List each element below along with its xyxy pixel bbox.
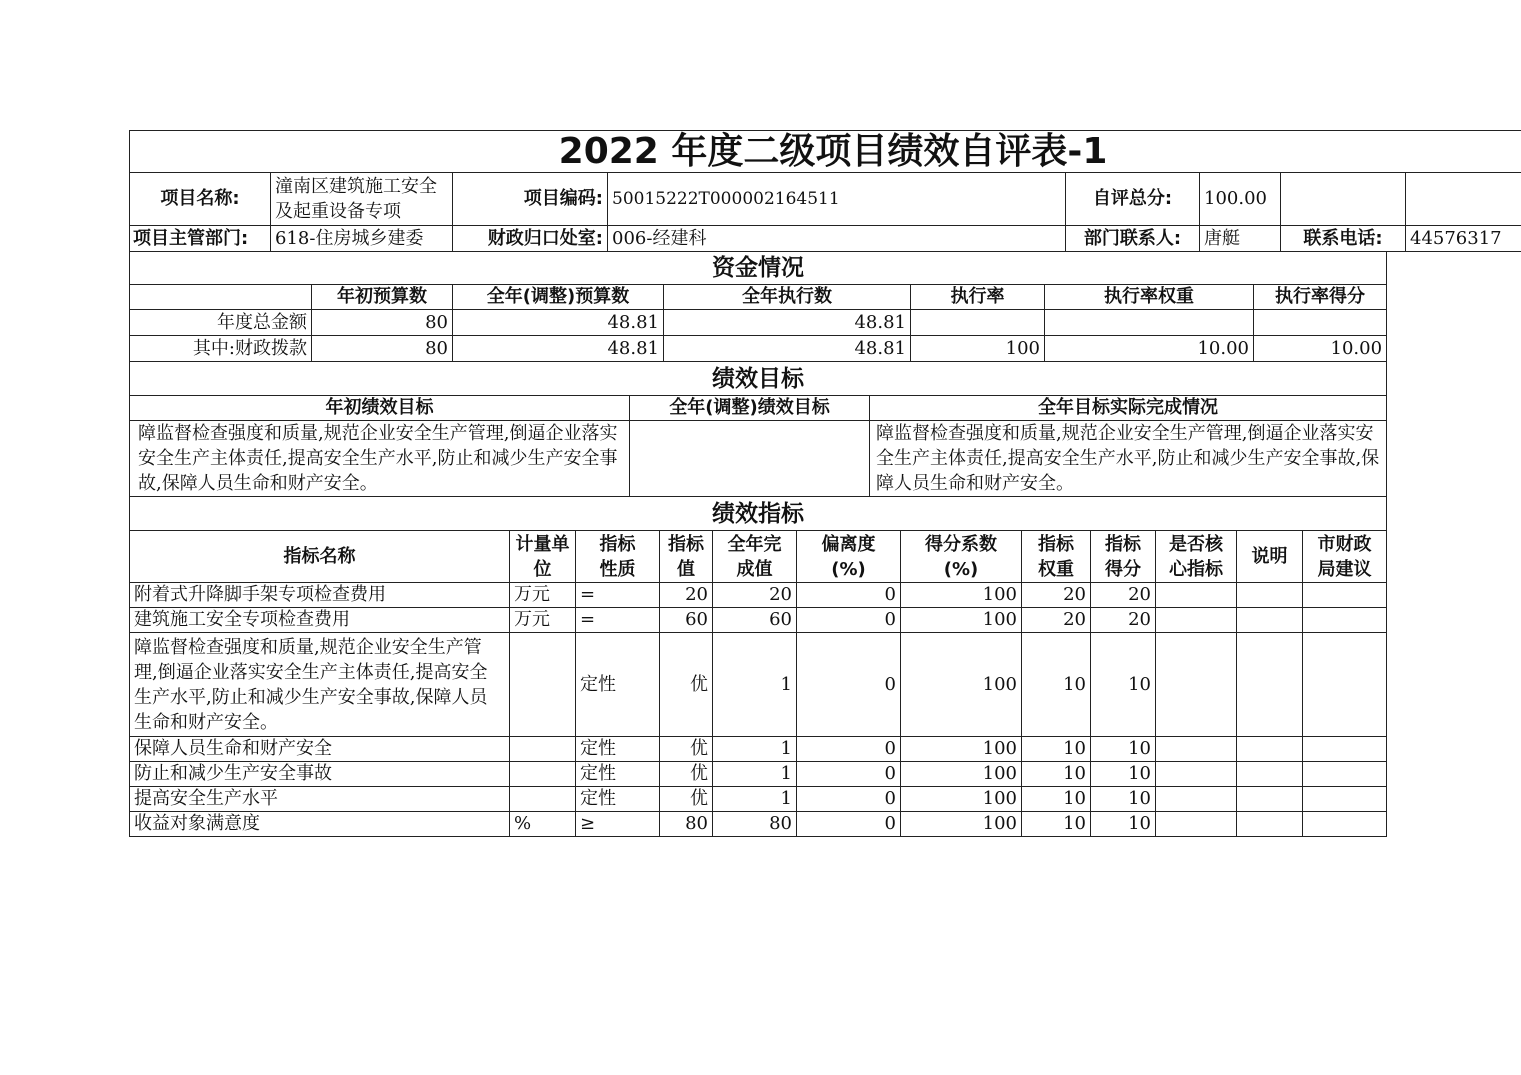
indicator-value: 优	[660, 787, 713, 812]
indicator-unit	[510, 633, 576, 737]
indicator-nature: ≥	[576, 812, 660, 837]
indicator-unit: %	[510, 812, 576, 837]
phone-value: 44576317	[1406, 226, 1521, 252]
funds-row-label: 年度总金额	[130, 310, 312, 336]
goals-header-initial: 年初绩效目标	[130, 396, 630, 421]
funds-header-blank	[130, 285, 312, 310]
indicator-note	[1237, 583, 1303, 608]
ind-header-coefficient: 得分系数(%)	[901, 531, 1022, 583]
indicator-unit	[510, 737, 576, 762]
ind-header-name: 指标名称	[130, 531, 510, 583]
funds-cell	[1254, 310, 1387, 336]
indicator-core	[1156, 608, 1237, 633]
indicator-suggestion	[1303, 608, 1387, 633]
indicator-name: 提高安全生产水平	[130, 787, 510, 812]
indicator-score: 10	[1091, 812, 1156, 837]
indicator-weight: 10	[1022, 812, 1091, 837]
funds-cell: 100	[911, 336, 1045, 362]
funds-table	[129, 251, 1387, 362]
funds-header-initial: 年初预算数	[312, 285, 453, 310]
indicator-weight: 10	[1022, 633, 1091, 737]
indicator-suggestion	[1303, 583, 1387, 608]
goal-actual-text: 障监督检查强度和质量,规范企业安全生产管理,倒逼企业落实安全生产主体责任,提高安全生产水平,防止和减少生产安全事故,保障人员生命和财产安全。	[870, 421, 1387, 497]
funds-cell: 48.81	[453, 336, 664, 362]
indicator-note	[1237, 737, 1303, 762]
funds-cell: 80	[312, 336, 453, 362]
indicator-unit: 万元	[510, 583, 576, 608]
indicator-deviation: 0	[797, 737, 901, 762]
indicator-score: 20	[1091, 583, 1156, 608]
indicator-completed: 1	[713, 737, 797, 762]
indicator-unit	[510, 762, 576, 787]
funds-cell	[1045, 310, 1254, 336]
indicator-deviation: 0	[797, 633, 901, 737]
indicator-score: 10	[1091, 633, 1156, 737]
indicator-deviation: 0	[797, 608, 901, 633]
indicator-completed: 80	[713, 812, 797, 837]
indicator-name: 保障人员生命和财产安全	[130, 737, 510, 762]
empty-cell	[1281, 173, 1406, 226]
funds-row-label: 其中:财政拨款	[130, 336, 312, 362]
page-title: 2022 年度二级项目绩效自评表-1	[130, 131, 1521, 173]
funds-row	[130, 336, 1387, 362]
funds-header-adjusted: 全年(调整)预算数	[453, 285, 664, 310]
goal-initial-text: 障监督检查强度和质量,规范企业安全生产管理,倒逼企业落实安全生产主体责任,提高安全生产水平,防止和减少生产安全事故,保障人员生命和财产安全。	[130, 421, 630, 497]
finance-office-label: 财政归口处室:	[453, 226, 608, 252]
indicator-note	[1237, 762, 1303, 787]
funds-cell: 10.00	[1045, 336, 1254, 362]
indicator-score: 10	[1091, 787, 1156, 812]
finance-office-value: 006-经建科	[608, 226, 1066, 252]
project-code-label: 项目编码:	[453, 173, 608, 226]
indicator-value: 优	[660, 633, 713, 737]
indicator-row	[130, 583, 1387, 608]
project-name-value: 潼南区建筑施工安全及起重设备专项	[271, 173, 453, 226]
project-name-label: 项目名称:	[130, 173, 271, 226]
indicator-suggestion	[1303, 812, 1387, 837]
indicator-suggestion	[1303, 633, 1387, 737]
indicator-row	[130, 762, 1387, 787]
indicator-deviation: 0	[797, 812, 901, 837]
funds-header-rate: 执行率	[911, 285, 1045, 310]
indicator-deviation: 0	[797, 762, 901, 787]
indicator-completed: 20	[713, 583, 797, 608]
indicator-value: 60	[660, 608, 713, 633]
funds-header-score: 执行率得分	[1254, 285, 1387, 310]
indicator-core	[1156, 583, 1237, 608]
indicator-score: 10	[1091, 737, 1156, 762]
indicator-coefficient: 100	[901, 633, 1022, 737]
goals-section-title: 绩效目标	[130, 362, 1387, 396]
goals-header-actual: 全年目标实际完成情况	[870, 396, 1387, 421]
dept-label: 项目主管部门:	[130, 226, 271, 252]
indicator-row	[130, 608, 1387, 633]
ind-header-completed: 全年完成值	[713, 531, 797, 583]
indicator-coefficient: 100	[901, 812, 1022, 837]
indicator-weight: 10	[1022, 787, 1091, 812]
funds-cell: 48.81	[664, 336, 911, 362]
funds-cell: 48.81	[453, 310, 664, 336]
goal-adjusted-text	[630, 421, 870, 497]
indicator-coefficient: 100	[901, 737, 1022, 762]
ind-header-value: 指标值	[660, 531, 713, 583]
indicator-nature: =	[576, 583, 660, 608]
indicator-note	[1237, 812, 1303, 837]
indicator-nature: 定性	[576, 633, 660, 737]
indicator-core	[1156, 633, 1237, 737]
indicator-completed: 1	[713, 787, 797, 812]
indicators-section-title: 绩效指标	[130, 497, 1387, 531]
ind-header-unit: 计量单位	[510, 531, 576, 583]
funds-cell	[911, 310, 1045, 336]
indicator-note	[1237, 633, 1303, 737]
indicator-suggestion	[1303, 787, 1387, 812]
funds-row	[130, 310, 1387, 336]
indicator-value: 80	[660, 812, 713, 837]
indicator-name: 防止和减少生产安全事故	[130, 762, 510, 787]
ind-header-note: 说明	[1237, 531, 1303, 583]
indicator-note	[1237, 787, 1303, 812]
indicator-weight: 20	[1022, 608, 1091, 633]
indicator-nature: 定性	[576, 762, 660, 787]
ind-header-suggestion: 市财政局建议	[1303, 531, 1387, 583]
indicator-completed: 1	[713, 633, 797, 737]
indicator-row	[130, 812, 1387, 837]
indicator-coefficient: 100	[901, 762, 1022, 787]
dept-value: 618-住房城乡建委	[271, 226, 453, 252]
ind-header-deviation: 偏离度(%)	[797, 531, 901, 583]
indicator-name: 障监督检查强度和质量,规范企业安全生产管理,倒逼企业落实安全生产主体责任,提高安全生产水平,防止和减少生产安全事故,保障人员生命和财产安全。	[130, 633, 510, 737]
indicator-nature: 定性	[576, 787, 660, 812]
indicator-row	[130, 787, 1387, 812]
self-score-value: 100.00	[1200, 173, 1281, 226]
indicator-coefficient: 100	[901, 583, 1022, 608]
project-code-value: 50015222T000002164511	[608, 173, 1066, 226]
goals-table	[129, 361, 1387, 497]
funds-cell: 10.00	[1254, 336, 1387, 362]
indicator-weight: 20	[1022, 583, 1091, 608]
indicator-name: 建筑施工安全专项检查费用	[130, 608, 510, 633]
ind-header-core: 是否核心指标	[1156, 531, 1237, 583]
header-funds-table	[129, 130, 1521, 252]
indicator-deviation: 0	[797, 787, 901, 812]
indicator-score: 20	[1091, 608, 1156, 633]
indicator-core	[1156, 812, 1237, 837]
indicator-suggestion	[1303, 762, 1387, 787]
indicator-core	[1156, 737, 1237, 762]
ind-header-score: 指标得分	[1091, 531, 1156, 583]
indicator-weight: 10	[1022, 737, 1091, 762]
indicator-nature: =	[576, 608, 660, 633]
phone-label: 联系电话:	[1281, 226, 1406, 252]
indicators-table	[129, 496, 1387, 837]
funds-cell: 48.81	[664, 310, 911, 336]
indicator-name: 收益对象满意度	[130, 812, 510, 837]
funds-cell: 80	[312, 310, 453, 336]
indicator-suggestion	[1303, 737, 1387, 762]
indicator-unit: 万元	[510, 608, 576, 633]
indicator-weight: 10	[1022, 762, 1091, 787]
indicator-coefficient: 100	[901, 608, 1022, 633]
funds-header-weight: 执行率权重	[1045, 285, 1254, 310]
indicator-unit	[510, 787, 576, 812]
ind-header-weight: 指标权重	[1022, 531, 1091, 583]
indicator-note	[1237, 608, 1303, 633]
indicator-completed: 60	[713, 608, 797, 633]
ind-header-nature: 指标性质	[576, 531, 660, 583]
self-evaluation-sheet	[129, 130, 1502, 837]
indicator-score: 10	[1091, 762, 1156, 787]
indicator-core	[1156, 787, 1237, 812]
goals-header-adjusted: 全年(调整)绩效目标	[630, 396, 870, 421]
contact-label: 部门联系人:	[1066, 226, 1200, 252]
contact-value: 唐艇	[1200, 226, 1281, 252]
indicator-name: 附着式升降脚手架专项检查费用	[130, 583, 510, 608]
indicator-row	[130, 737, 1387, 762]
funds-section-title: 资金情况	[130, 252, 1387, 285]
indicator-completed: 1	[713, 762, 797, 787]
indicator-coefficient: 100	[901, 787, 1022, 812]
indicator-value: 优	[660, 737, 713, 762]
indicator-value: 20	[660, 583, 713, 608]
indicator-core	[1156, 762, 1237, 787]
funds-header-executed: 全年执行数	[664, 285, 911, 310]
indicator-value: 优	[660, 762, 713, 787]
self-score-label: 自评总分:	[1066, 173, 1200, 226]
indicator-row	[130, 633, 1387, 737]
empty-cell	[1406, 173, 1521, 226]
indicator-deviation: 0	[797, 583, 901, 608]
indicator-nature: 定性	[576, 737, 660, 762]
